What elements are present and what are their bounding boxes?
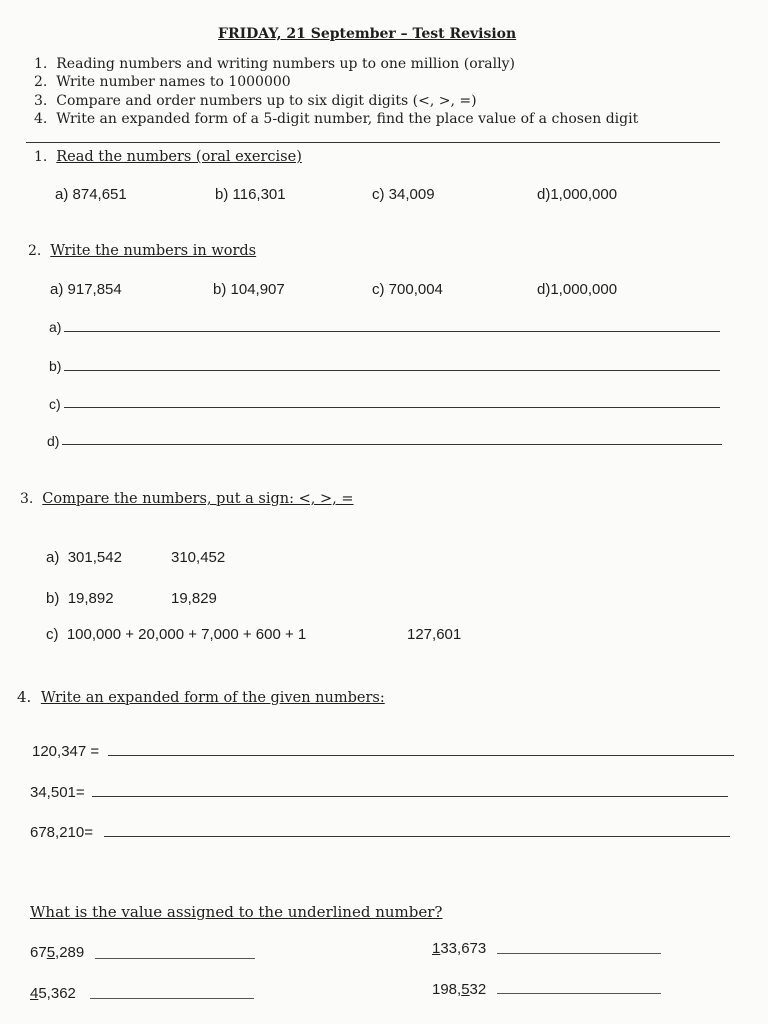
section-1-item-d: d)1,000,000 (537, 186, 618, 203)
place-value-item-1: 675,289 (30, 944, 85, 961)
answer-line-d[interactable] (62, 444, 722, 445)
page-title: FRIDAY, 21 September – Test Revision (218, 26, 517, 42)
compare-row-b: b) 19,892 (46, 590, 114, 607)
expanded-item-2: 34,501= (30, 784, 85, 801)
place-value-heading: What is the value assigned to the underlined number? (30, 903, 443, 921)
answer-label-b: b) (49, 358, 62, 374)
place-value-line-1[interactable] (95, 958, 255, 959)
section-2-heading: 2. Write the numbers in words (28, 243, 257, 259)
expanded-item-3: 678,210= (30, 824, 93, 841)
answer-line-b[interactable] (64, 370, 720, 371)
place-value-item-2: 133,673 (432, 940, 487, 957)
expanded-line-1[interactable] (108, 755, 734, 756)
section-3-heading: 3. Compare the numbers, put a sign: <, >, = (20, 491, 354, 507)
objective-2: 2. Write number names to 1000000 (34, 74, 291, 90)
objective-4: 4. Write an expanded form of a 5-digit number, find the place value of a chosen digit (34, 111, 639, 127)
section-4-heading: 4. Write an expanded form of the given numbers: (17, 688, 385, 706)
answer-label-d: d) (47, 433, 60, 449)
section-2-item-b: b) 104,907 (213, 281, 285, 298)
answer-line-a[interactable] (64, 331, 720, 332)
expanded-item-1: 120,347 = (32, 743, 100, 760)
section-1-heading: 1. Read the numbers (oral exercise) (34, 149, 302, 165)
place-value-line-2[interactable] (497, 953, 661, 954)
place-value-line-3[interactable] (90, 998, 254, 999)
answer-label-a: a) (49, 319, 62, 335)
place-value-line-4[interactable] (497, 993, 661, 994)
section-2-item-a: a) 917,854 (50, 281, 122, 298)
objective-3: 3. Compare and order numbers up to six digit digits (<, >, =) (34, 93, 477, 109)
compare-row-c-right: 127,601 (407, 626, 462, 643)
section-2-item-d: d)1,000,000 (537, 281, 618, 298)
divider (26, 142, 720, 143)
answer-line-c[interactable] (64, 407, 720, 408)
section-2-item-c: c) 700,004 (372, 281, 443, 298)
objective-1: 1. Reading numbers and writing numbers up to one million (orally) (34, 56, 515, 72)
expanded-line-2[interactable] (92, 796, 728, 797)
section-1-item-c: c) 34,009 (372, 186, 435, 203)
section-1-item-a: a) 874,651 (55, 186, 127, 203)
section-1-item-b: b) 116,301 (215, 186, 286, 203)
place-value-item-4: 198,532 (432, 981, 487, 998)
compare-row-c: c) 100,000 + 20,000 + 7,000 + 600 + 1 (46, 626, 307, 643)
compare-row-b-right: 19,829 (171, 590, 217, 607)
compare-row-a: a) 301,542 (46, 549, 122, 566)
place-value-item-3: 45,362 (30, 985, 76, 1002)
answer-label-c: c) (49, 396, 61, 412)
compare-row-a-right: 310,452 (171, 549, 226, 566)
expanded-line-3[interactable] (104, 836, 730, 837)
